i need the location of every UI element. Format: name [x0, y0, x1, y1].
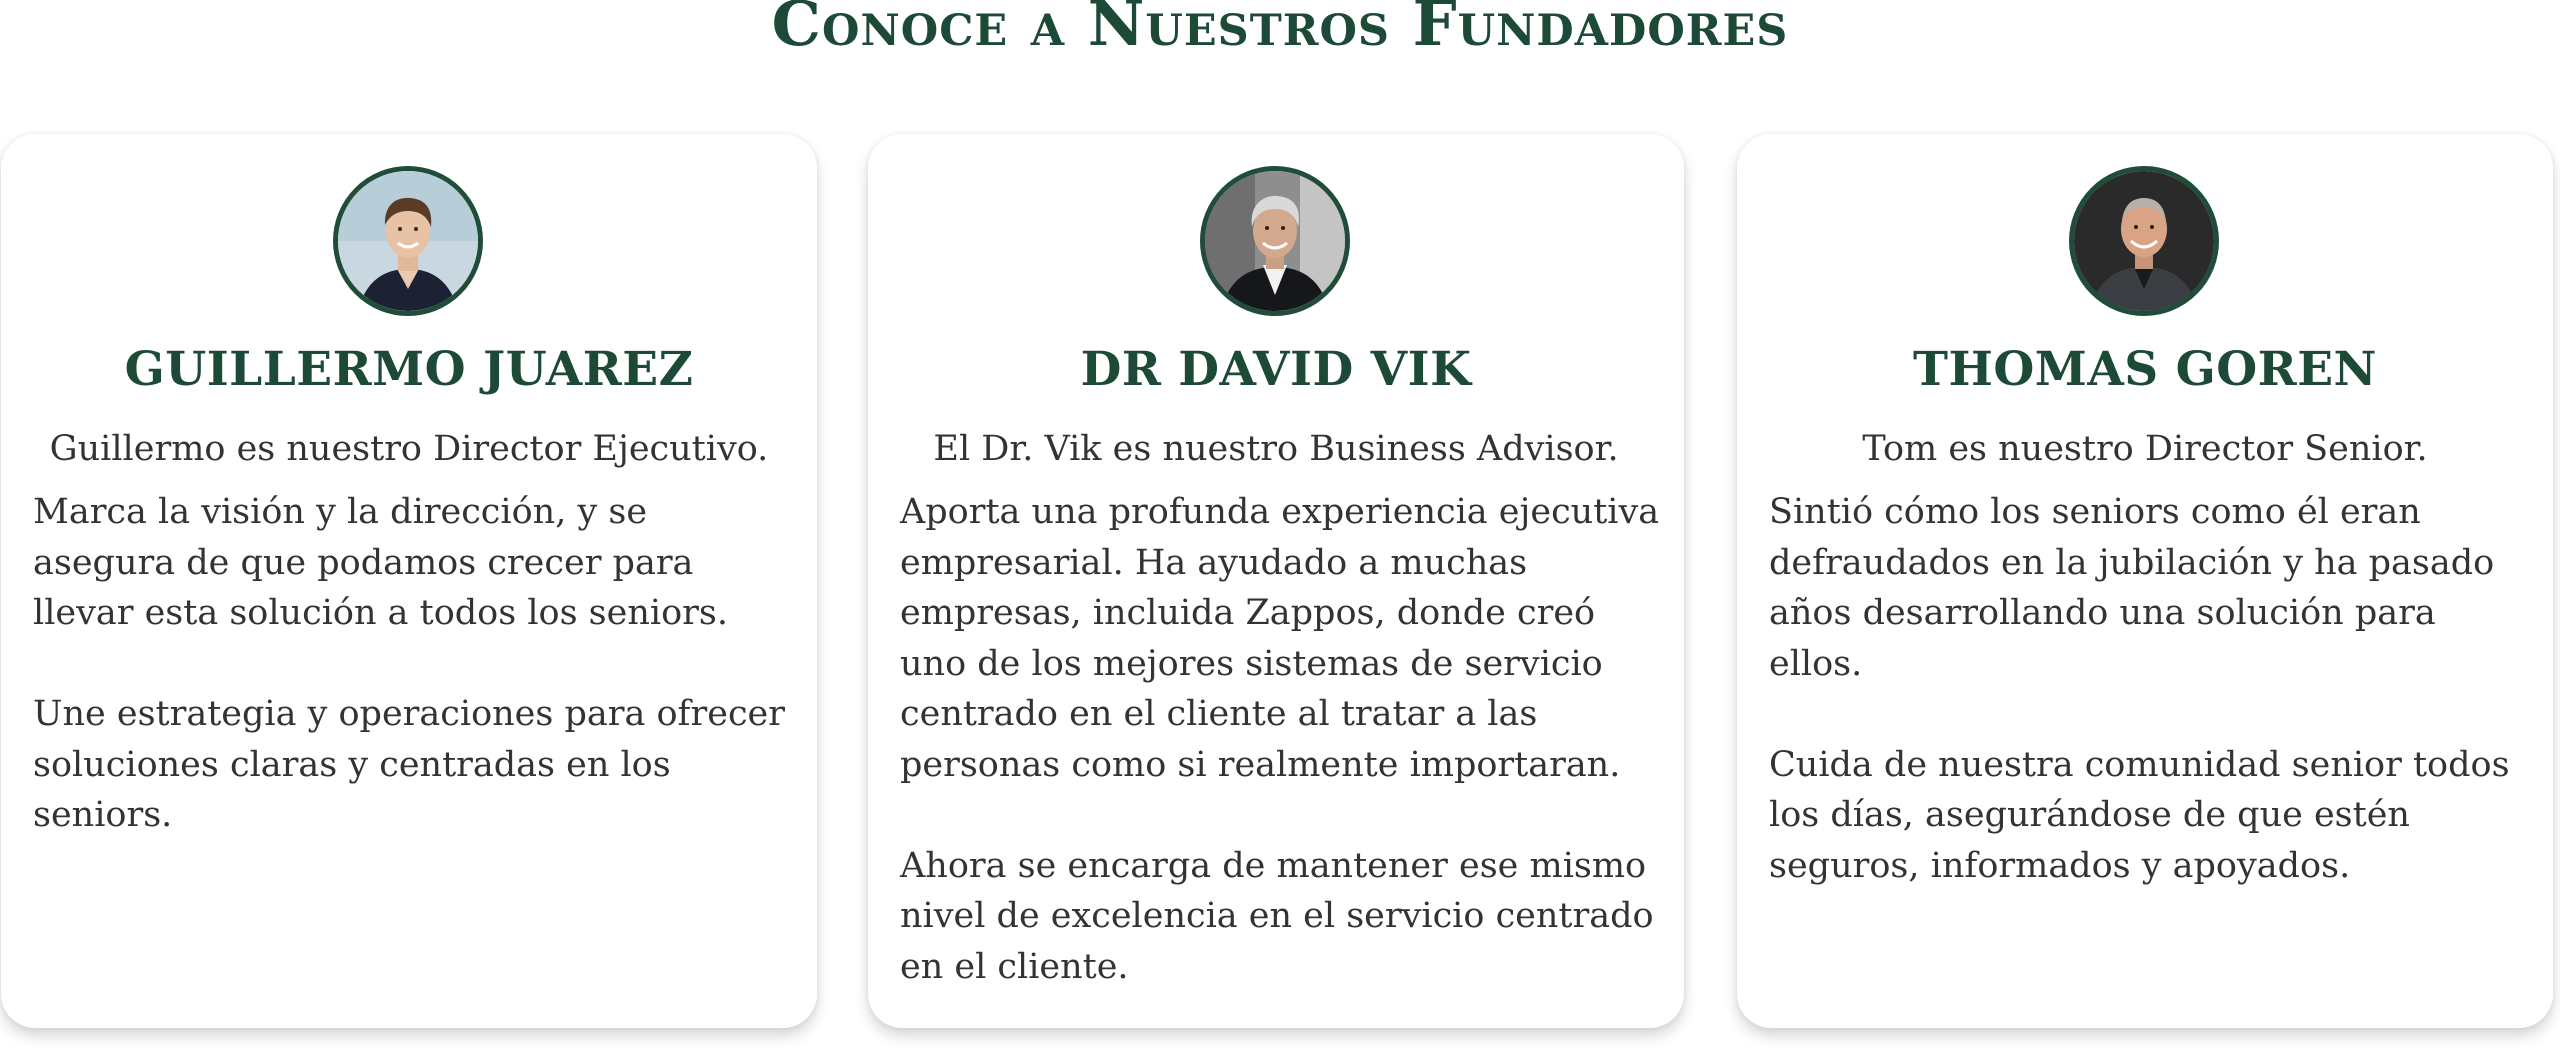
founder-role: El Dr. Vik es nuestro Business Advisor.	[933, 429, 1619, 469]
founder-name: DR DAVID VIK	[1080, 342, 1472, 397]
founder-card-thomas	[1737, 134, 2553, 1028]
bio-paragraph: Sintió cómo los seniors como él eran defraudados en la jubilación y ha pasado años desarrollando una solución para ellos.	[1769, 492, 2495, 684]
avatar-photo	[2074, 171, 2214, 311]
founder-bio	[1769, 487, 2529, 942]
founder-name: GUILLERMO JUAREZ	[124, 342, 694, 397]
founder-bio	[33, 487, 793, 891]
avatar	[1200, 166, 1350, 316]
bio-paragraph: Cuida de nuestra comunidad senior todos los días, asegurándose de que estén seguros, informados y apoyados.	[1769, 744, 2510, 886]
founder-bio	[900, 487, 1660, 1043]
avatar	[2069, 166, 2219, 316]
bio-paragraph: Une estrategia y operaciones para ofrecer soluciones claras y centradas en los seniors.	[33, 694, 785, 835]
bio-paragraph: Aporta una profunda experiencia ejecutiva empresarial. Ha ayudado a muchas empresas, incluida Zappos, donde creó uno de los mejores sistemas de servicio centrado en el cliente al tratar a las personas como si realmente importaran.	[900, 492, 1660, 785]
section-title: Conoce a Nuestros Fundadores	[771, 0, 1789, 60]
founder-card-guillermo	[1, 134, 817, 1028]
founder-role: Tom es nuestro Director Senior.	[1862, 429, 2428, 469]
founder-name: THOMAS GOREN	[1912, 342, 2378, 397]
avatar-photo	[338, 171, 478, 311]
bio-paragraph: Marca la visión y la dirección, y se asegura de que podamos crecer para llevar esta solución a todos los seniors.	[33, 492, 728, 633]
bio-paragraph: Ahora se encarga de mantener ese mismo nivel de excelencia en el servicio centrado en el cliente.	[900, 845, 1654, 987]
avatar-photo	[1205, 171, 1345, 311]
avatar	[333, 166, 483, 316]
founder-card-david	[868, 134, 1684, 1028]
founders-grid	[0, 134, 2560, 1028]
founder-role: Guillermo es nuestro Director Ejecutivo.	[49, 429, 769, 469]
